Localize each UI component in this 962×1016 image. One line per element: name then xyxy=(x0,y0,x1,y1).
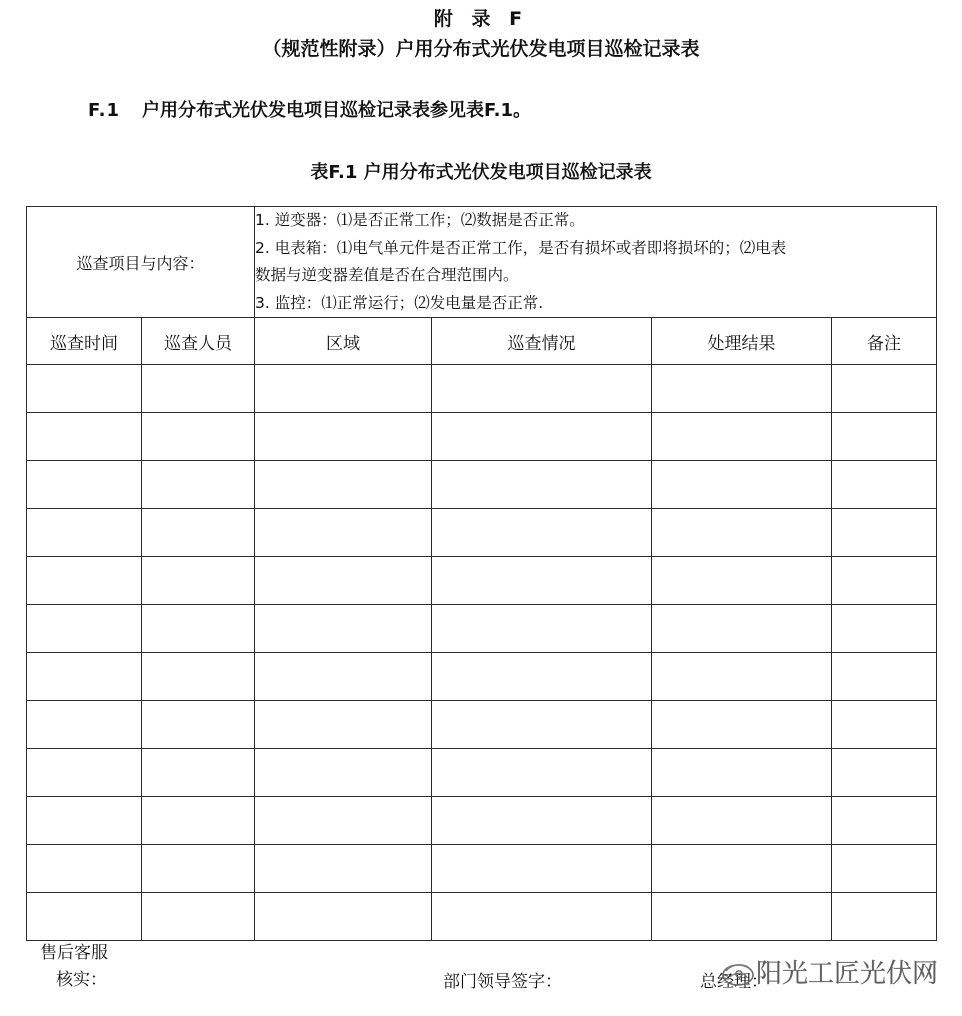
table-cell[interactable] xyxy=(255,797,432,845)
inspection-items-row xyxy=(27,207,937,318)
inspection-item-line-1: 1. 逆变器：⑴是否正常工作；⑵数据是否正常。 xyxy=(255,211,585,229)
table-cell[interactable] xyxy=(255,365,432,413)
table-cell[interactable] xyxy=(652,653,832,701)
table-header-row xyxy=(27,318,937,365)
table-cell[interactable] xyxy=(27,845,142,893)
table-cell[interactable] xyxy=(832,461,937,509)
table-cell[interactable] xyxy=(255,701,432,749)
table-cell[interactable] xyxy=(255,845,432,893)
table-cell[interactable] xyxy=(652,749,832,797)
section-text: 户用分布式光伏发电项目巡检记录表参见表F.1。 xyxy=(142,100,532,121)
table-cell[interactable] xyxy=(255,893,432,941)
table-cell[interactable] xyxy=(652,845,832,893)
table-cell[interactable] xyxy=(142,605,255,653)
column-header-inspection-status: 巡查情况 xyxy=(432,318,652,365)
table-cell[interactable] xyxy=(832,509,937,557)
table-cell[interactable] xyxy=(432,365,652,413)
table-cell[interactable] xyxy=(27,461,142,509)
table-cell[interactable] xyxy=(142,461,255,509)
table-row xyxy=(27,653,937,701)
table-cell[interactable] xyxy=(652,701,832,749)
column-header-inspector: 巡查人员 xyxy=(142,318,255,365)
inspection-record-table xyxy=(26,206,937,941)
after-sales-service-field xyxy=(40,940,108,994)
table-row xyxy=(27,605,937,653)
table-cell[interactable] xyxy=(255,605,432,653)
table-cell[interactable] xyxy=(432,749,652,797)
table-row xyxy=(27,557,937,605)
table-cell[interactable] xyxy=(652,557,832,605)
table-cell[interactable] xyxy=(142,893,255,941)
table-cell[interactable] xyxy=(142,797,255,845)
appendix-title: 附 录 F xyxy=(433,8,529,30)
table-row xyxy=(27,797,937,845)
table-cell[interactable] xyxy=(652,797,832,845)
inspection-items-content xyxy=(255,207,937,318)
column-header-area: 区域 xyxy=(255,318,432,365)
section-heading xyxy=(0,98,962,124)
table-cell[interactable] xyxy=(832,557,937,605)
table-cell[interactable] xyxy=(255,557,432,605)
table-row xyxy=(27,365,937,413)
table-cell[interactable] xyxy=(652,605,832,653)
column-header-inspection-time: 巡查时间 xyxy=(27,318,142,365)
department-signature-label: 部门领导签字： xyxy=(443,972,562,992)
table-cell[interactable] xyxy=(832,605,937,653)
table-cell[interactable] xyxy=(652,461,832,509)
table-cell[interactable] xyxy=(255,653,432,701)
table-cell[interactable] xyxy=(832,701,937,749)
table-cell[interactable] xyxy=(432,461,652,509)
table-cell[interactable] xyxy=(142,413,255,461)
table-cell[interactable] xyxy=(432,653,652,701)
table-cell[interactable] xyxy=(432,557,652,605)
after-sales-service-label: 售后客服 xyxy=(40,943,108,963)
table-cell[interactable] xyxy=(432,701,652,749)
table-cell[interactable] xyxy=(27,413,142,461)
table-cell[interactable] xyxy=(832,365,937,413)
inspection-items-label: 巡查项目与内容： xyxy=(27,207,255,318)
column-header-handling-result: 处理结果 xyxy=(652,318,832,365)
table-cell[interactable] xyxy=(142,557,255,605)
table-cell[interactable] xyxy=(27,365,142,413)
table-row xyxy=(27,701,937,749)
document-footer xyxy=(0,936,962,1016)
table-cell[interactable] xyxy=(27,797,142,845)
verification-label: 核实： xyxy=(56,970,107,990)
table-row xyxy=(27,413,937,461)
table-cell[interactable] xyxy=(142,653,255,701)
table-cell[interactable] xyxy=(255,749,432,797)
table-cell[interactable] xyxy=(432,845,652,893)
table-cell[interactable] xyxy=(652,365,832,413)
table-cell[interactable] xyxy=(832,413,937,461)
table-cell[interactable] xyxy=(432,797,652,845)
table-row xyxy=(27,893,937,941)
table-row xyxy=(27,509,937,557)
table-cell[interactable] xyxy=(27,557,142,605)
appendix-subtitle: （规范性附录）户用分布式光伏发电项目巡检记录表 xyxy=(262,38,700,60)
table-cell[interactable] xyxy=(652,509,832,557)
table-cell[interactable] xyxy=(142,845,255,893)
table-cell[interactable] xyxy=(652,893,832,941)
table-cell[interactable] xyxy=(142,365,255,413)
table-cell[interactable] xyxy=(27,893,142,941)
table-cell[interactable] xyxy=(27,749,142,797)
table-cell[interactable] xyxy=(27,509,142,557)
table-cell[interactable] xyxy=(432,413,652,461)
table-cell[interactable] xyxy=(432,893,652,941)
table-cell[interactable] xyxy=(832,845,937,893)
table-cell[interactable] xyxy=(142,749,255,797)
watermark-text: 阳光工匠光伏网 xyxy=(756,959,939,989)
table-row xyxy=(27,845,937,893)
column-header-remarks: 备注 xyxy=(832,318,937,365)
inspection-item-line-3: 数据与逆变器差值是否在合理范围内。 xyxy=(255,266,519,284)
table-cell[interactable] xyxy=(142,509,255,557)
table-cell[interactable] xyxy=(27,701,142,749)
table-cell[interactable] xyxy=(27,653,142,701)
inspection-table-wrapper xyxy=(26,206,936,941)
table-cell[interactable] xyxy=(432,509,652,557)
table-cell[interactable] xyxy=(832,749,937,797)
table-cell[interactable] xyxy=(255,461,432,509)
table-cell[interactable] xyxy=(432,605,652,653)
table-row xyxy=(27,749,937,797)
table-caption: 表F.1 户用分布式光伏发电项目巡检记录表 xyxy=(310,162,652,183)
table-cell[interactable] xyxy=(255,509,432,557)
table-cell[interactable] xyxy=(255,413,432,461)
inspection-item-line-4: 3. 监控：⑴正常运行；⑵发电量是否正常. xyxy=(255,293,544,312)
inspection-item-line-2: 2. 电表箱：⑴电气单元件是否正常工作，是否有损坏或者即将损坏的；⑵电表 xyxy=(255,238,787,257)
table-cell[interactable] xyxy=(832,797,937,845)
section-number: F.1 xyxy=(88,100,121,121)
table-cell[interactable] xyxy=(832,653,937,701)
table-body xyxy=(27,365,937,941)
general-manager-label: 总经理： xyxy=(700,972,768,992)
table-cell[interactable] xyxy=(27,605,142,653)
table-cell[interactable] xyxy=(832,893,937,941)
table-cell[interactable] xyxy=(142,701,255,749)
table-cell[interactable] xyxy=(652,413,832,461)
table-row xyxy=(27,461,937,509)
